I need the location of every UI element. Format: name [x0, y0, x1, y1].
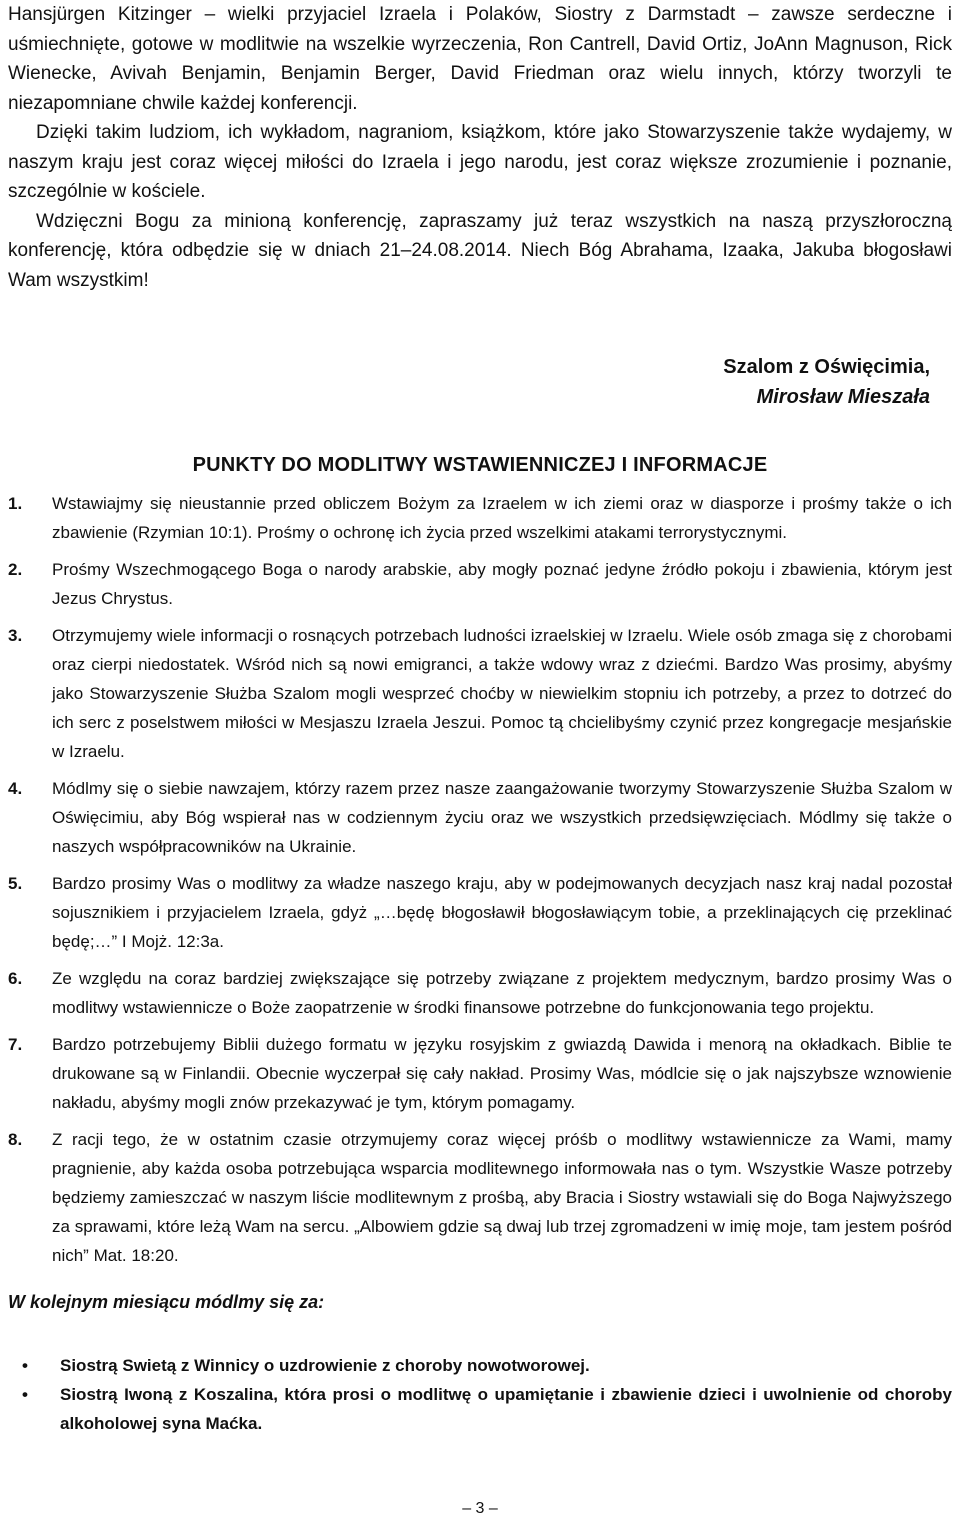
item-number: 4.	[8, 779, 23, 798]
item-number: 6.	[8, 969, 23, 988]
item-number: 5.	[8, 874, 23, 893]
list-item	[8, 774, 952, 861]
item-text: Z racji tego, że w ostatnim czasie otrzymujemy coraz więcej próśb o modlitwy wstawiennicze za Wami, mamy pragnienie, aby każda osoba potrzebująca wsparcia modlitewnego informowała nas o tym. Wszystkie Wasze potrzeby będziemy zamieszczać w naszym liście modlitewnym z prośbą, aby Bracia i Siostry wstawiali się do Boga Najwyższego za sprawami, które leżą Wam na sercu. „Albowiem gdzie są dwaj lub trzej zgromadzeni w imię moje, tam jestem pośród nich” Mat. 18:20.	[52, 1130, 952, 1265]
item-number: 8.	[8, 1130, 23, 1149]
item-number: 1.	[8, 494, 23, 513]
signature-name: Mirosław Mieszała	[756, 386, 930, 408]
list-item	[8, 1125, 952, 1270]
item-text: Prośmy Wszechmogącego Boga o narody arabskie, aby mogły poznać jedyne źródło pokoju i zbawienia, którym jest Jezus Chrystus.	[52, 560, 952, 608]
list-item	[8, 964, 952, 1022]
item-text: Módlmy się o siebie nawzajem, którzy razem przez nasze zaangażowanie tworzymy Stowarzyszenie Służba Szalom w Oświęcimiu, aby Bóg wspierał nas w codziennym życiu oraz we wszystkich przedsięwzięciach. Módlmy się także o naszych współpracowników na Ukrainie.	[52, 779, 952, 856]
list-item	[8, 555, 952, 613]
page-number: – 3 –	[462, 1500, 498, 1517]
section-heading: PUNKTY DO MODLITWY WSTAWIENNICZEJ I INFORMACJE	[192, 454, 768, 476]
item-text: Ze względu na coraz bardziej zwiększające się potrzeby związane z projektem medycznym, bardzo prosimy Was o modlitwy wstawiennicze o Boże zaopatrzenie w środki finansowe potrzebne do funkcjonowania tego projektu.	[52, 969, 952, 1017]
prayer-list	[0, 489, 960, 1270]
list-item	[22, 1351, 952, 1380]
signature-greeting: Szalom z Oświęcimia,	[723, 356, 930, 378]
list-item	[22, 1380, 952, 1438]
item-number: 2.	[8, 560, 23, 579]
next-month-heading: W kolejnym miesiącu módlmy się za:	[8, 1292, 325, 1312]
intro-paragraph-1: Hansjürgen Kitzinger – wielki przyjaciel Izraela i Polaków, Siostry z Darmstadt – zawsze serdeczne i uśmiechnięte, gotowe w modlitwie na wszelkie wyrzeczenia, Ron Cantrell, David Ortiz, JoAnn Magnuson, Rick Wienecke, Avivah Benjamin, Benjamin Berger, David Friedman oraz wielu innych, którzy tworzyli te niezapomniane chwile każdej konferencji.	[8, 4, 952, 114]
bullet-icon: •	[22, 1356, 28, 1375]
item-text: Otrzymujemy wiele informacji o rosnących potrzebach ludności izraelskiej w Izraelu. Wiele osób zmaga się z chorobami oraz cierpi niedostatek. Wśród nich są nowi emigranci, a także wdowy wraz z dziećmi. Bardzo Was prosimy, abyśmy jako Stowarzyszenie Służba Szalom mogli wesprzeć choćby w niewielkim stopniu ich potrzeby, a przez to dotrzeć do ich serc z poselstwem miłości w Mesjaszu Izraela Jeszui. Pomoc tą chcielibyśmy czynić przez kongregacje mesjańskie w Izraelu.	[52, 626, 952, 761]
bullet-text: Siostrą Swietą z Winnicy o uzdrowienie z choroby nowotworowej.	[60, 1356, 590, 1375]
intro-paragraph-3: Wdzięczni Bogu za minioną konferencję, zapraszamy już teraz wszystkich na naszą przyszłoroczną konferencję, która odbędzie się w dniach 21–24.08.2014. Niech Bóg Abrahama, Izaaka, Jakuba błogosławi Wam wszystkim!	[8, 210, 952, 291]
bullet-icon: •	[22, 1385, 28, 1404]
list-item	[8, 489, 952, 547]
intro-paragraph-2: Dzięki takim ludziom, ich wykładom, nagraniom, książkom, które jako Stowarzyszenie także wydajemy, w naszym kraju jest coraz więcej miłości do Izraela i jego narodu, jest coraz większe zrozumienie i poznanie, szczególnie w kościele.	[8, 122, 952, 202]
item-text: Bardzo potrzebujemy Biblii dużego formatu w języku rosyjskim z gwiazdą Dawida i menorą na okładkach. Biblie te drukowane są w Finlandii. Obecnie wyczerpał się cały nakład. Prosimy Was, módlcie się o jak najszybsze wznowienie nakładu, abyśmy mogli znów przekazywać je tym, którym pomagamy.	[52, 1035, 952, 1112]
item-text: Wstawiajmy się nieustannie przed obliczem Bożym za Izraelem w ich ziemi oraz w diasporze i prośmy także o ich zbawienie (Rzymian 10:1). Prośmy o ochronę ich życia przed wszelkimi atakami terrorystycznymi.	[52, 494, 952, 542]
item-text: Bardzo prosimy Was o modlitwy za władze naszego kraju, aby w podejmowanych decyzjach nasz kraj nadal pozostał sojusznikiem i przyjacielem Izraela, gdyż „…będę błogosławił błogosławiącym tobie, a przeklinających cię przeklinać będę;…” I Mojż. 12:3a.	[52, 874, 952, 951]
next-month-list	[0, 1351, 960, 1438]
list-item	[8, 621, 952, 766]
item-number: 7.	[8, 1035, 23, 1054]
item-number: 3.	[8, 626, 23, 645]
bullet-text: Siostrą Iwoną z Koszalina, która prosi o modlitwę o upamiętanie i zbawienie dzieci i uwolnienie od choroby alkoholowej syna Maćka.	[60, 1385, 952, 1433]
list-item	[8, 1030, 952, 1117]
list-item	[8, 869, 952, 956]
